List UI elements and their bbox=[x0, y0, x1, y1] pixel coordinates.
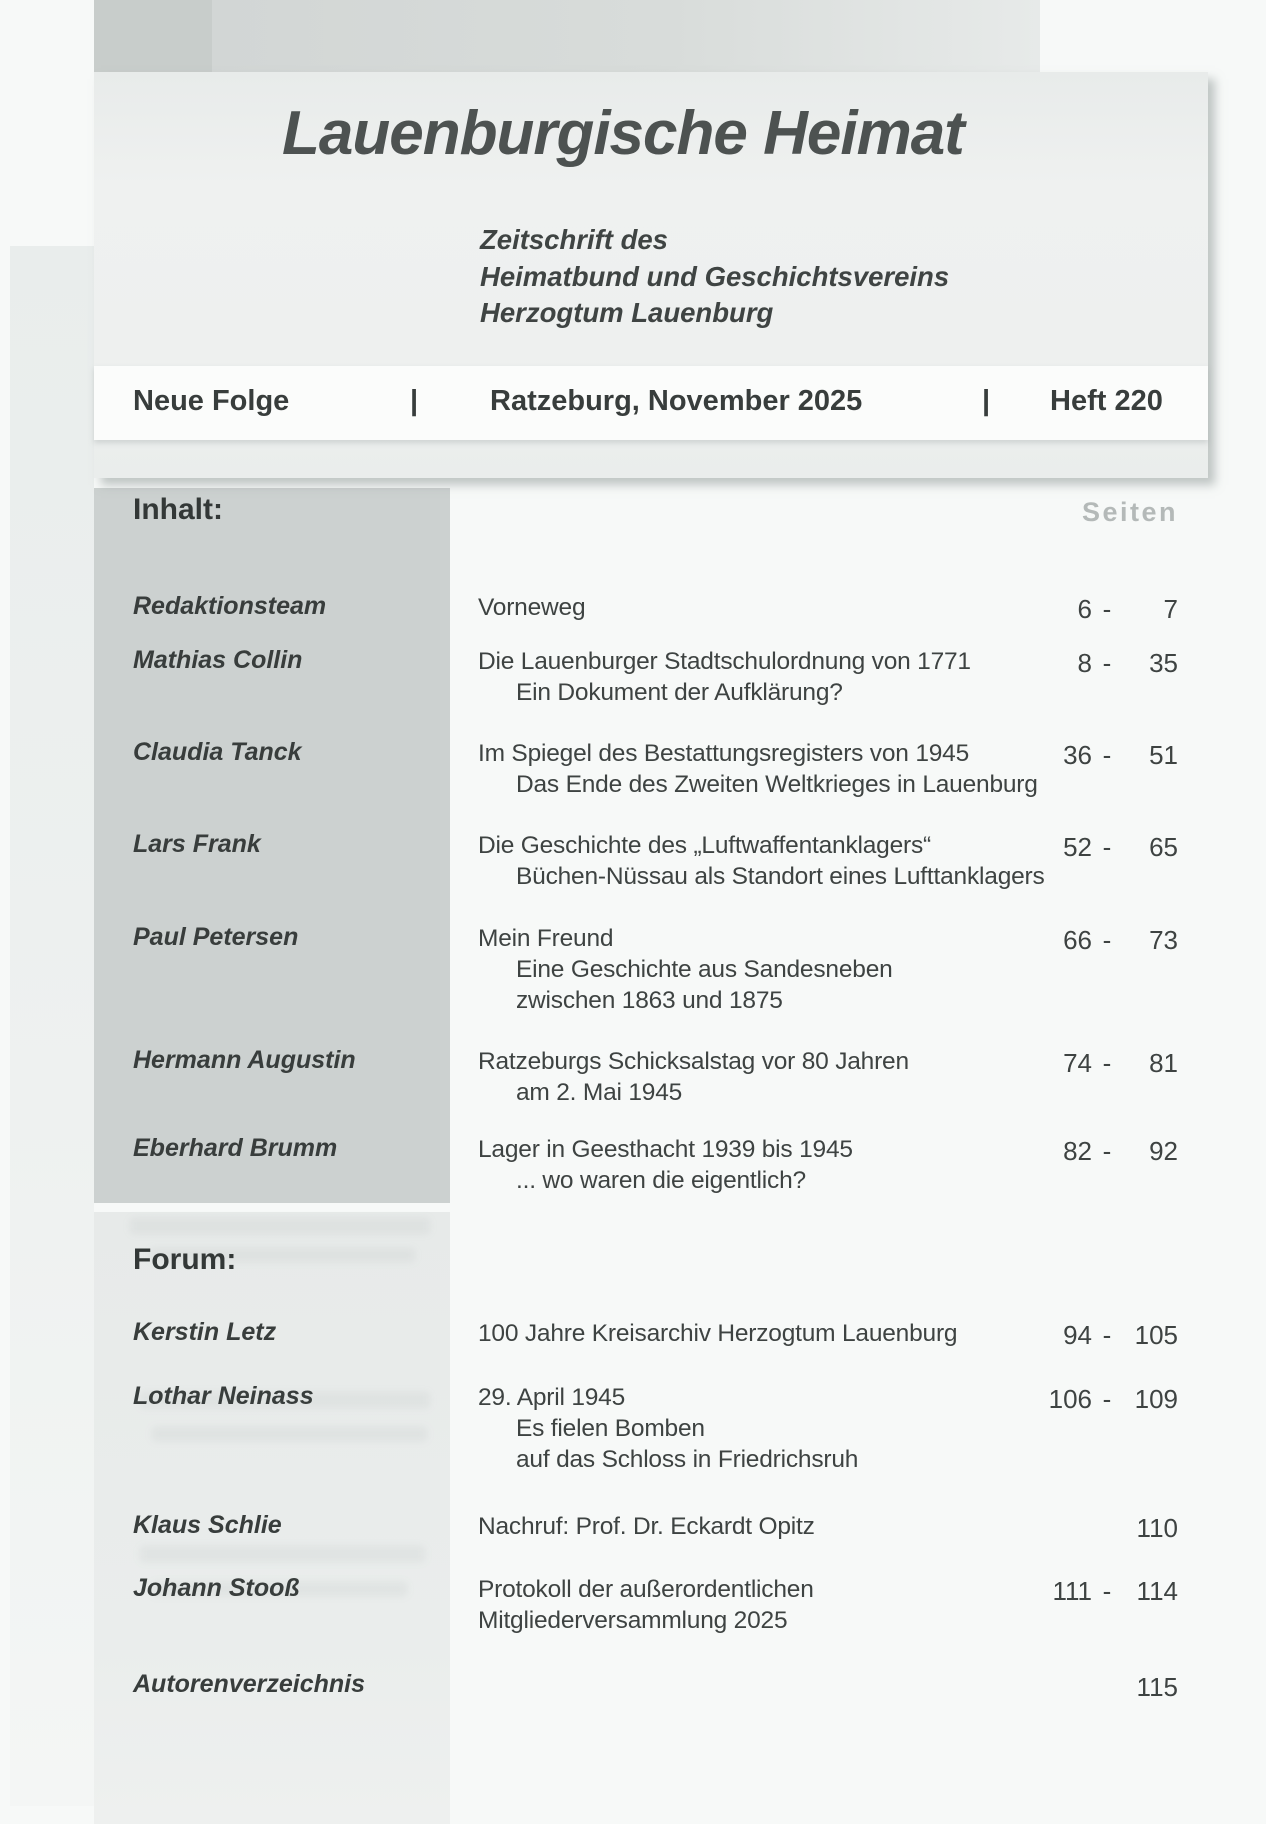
entry-pages bbox=[1020, 1672, 1178, 1703]
entry-title-line: am 2. Mai 1945 bbox=[516, 1079, 683, 1106]
page-end: 114 bbox=[1136, 1576, 1178, 1606]
page-start: 82 bbox=[1063, 1136, 1092, 1166]
page-separator: - bbox=[1102, 1048, 1112, 1078]
entry-title bbox=[478, 1318, 1098, 1349]
entry-author: Lars Frank bbox=[133, 830, 261, 858]
entry-title-line: Die Geschichte des „Luftwaffentanklagers“ bbox=[478, 832, 932, 859]
entry-title-line: ... wo waren die eigentlich? bbox=[516, 1167, 806, 1194]
entry-pages bbox=[1020, 594, 1178, 625]
entry-title-line: Die Lauenburger Stadtschulordnung von 1771 bbox=[478, 648, 971, 675]
page-end: 115 bbox=[1136, 1672, 1178, 1702]
scan-left-margin-shade bbox=[10, 246, 94, 1806]
page-end: 81 bbox=[1149, 1048, 1178, 1078]
page-separator: - bbox=[1102, 648, 1112, 678]
entry-title-line: Mitgliederversammlung 2025 bbox=[478, 1607, 788, 1634]
entry-author: Lothar Neinass bbox=[133, 1382, 314, 1410]
page-separator: - bbox=[1102, 1384, 1112, 1414]
entry-title-line: Das Ende des Zweiten Weltkrieges in Lauenburg bbox=[516, 771, 1038, 798]
entry-title-line: Eine Geschichte aus Sandesneben bbox=[516, 956, 893, 983]
page-start: 74 bbox=[1063, 1048, 1092, 1078]
page-end: 35 bbox=[1149, 648, 1178, 678]
entry-title bbox=[478, 830, 1098, 892]
entry-title-line: Es fielen Bomben bbox=[516, 1415, 705, 1442]
issue-number: Heft 220 bbox=[1050, 385, 1163, 417]
entry-pages bbox=[1020, 1320, 1178, 1351]
entry-author: Klaus Schlie bbox=[133, 1511, 282, 1539]
entry-pages bbox=[1020, 740, 1178, 771]
band-separator: | bbox=[982, 385, 991, 417]
entry-author: Autorenverzeichnis bbox=[133, 1670, 366, 1698]
entry-pages bbox=[1020, 1136, 1178, 1167]
pages-column-label: Seiten bbox=[1081, 497, 1178, 527]
page-start: 36 bbox=[1063, 740, 1092, 770]
page-start: 111 bbox=[1052, 1576, 1092, 1606]
entry-title-line: Protokoll der außerordentlichen bbox=[478, 1576, 814, 1603]
entry-title-line: Vorneweg bbox=[478, 594, 586, 621]
page-separator: - bbox=[1102, 1320, 1112, 1350]
journal-title: Lauenburgische Heimat bbox=[282, 99, 964, 168]
entry-title-line: Nachruf: Prof. Dr. Eckardt Opitz bbox=[478, 1513, 815, 1540]
page-separator: - bbox=[1102, 1136, 1112, 1166]
entry-author: Hermann Augustin bbox=[133, 1046, 356, 1074]
page-separator: - bbox=[1102, 832, 1112, 862]
page-start: 6 bbox=[1077, 594, 1092, 624]
entry-title bbox=[478, 1046, 1098, 1108]
page-separator: - bbox=[1102, 740, 1112, 770]
page-separator: - bbox=[1102, 594, 1112, 624]
entry-title-line: Ratzeburgs Schicksalstag vor 80 Jahren bbox=[478, 1048, 909, 1075]
entry-title-line: Mein Freund bbox=[478, 925, 614, 952]
band-separator: | bbox=[410, 385, 419, 417]
journal-subtitle-line: Zeitschrift des bbox=[480, 224, 668, 255]
entry-title bbox=[478, 646, 1098, 708]
entry-title-line: 29. April 1945 bbox=[478, 1384, 626, 1411]
page-end: 7 bbox=[1163, 594, 1178, 624]
page-start: 106 bbox=[1048, 1384, 1092, 1414]
journal-subtitle-line: Herzogtum Lauenburg bbox=[480, 297, 774, 328]
journal-subtitle-line: Heimatbund und Geschichtsvereins bbox=[480, 260, 950, 292]
entry-title-line: zwischen 1863 und 1875 bbox=[516, 987, 783, 1014]
entry-title bbox=[478, 1574, 1098, 1636]
entry-title-line: Ein Dokument der Aufklärung? bbox=[516, 679, 843, 706]
page-separator: - bbox=[1102, 1576, 1112, 1606]
entry-title bbox=[478, 923, 1098, 1016]
entry-author: Kerstin Letz bbox=[133, 1318, 277, 1346]
entry-pages bbox=[1020, 648, 1178, 679]
entry-pages bbox=[1020, 832, 1178, 863]
entry-pages bbox=[1020, 925, 1178, 956]
page-end: 65 bbox=[1149, 832, 1178, 862]
entry-pages bbox=[1020, 1048, 1178, 1079]
page-end: 92 bbox=[1149, 1136, 1178, 1166]
entry-title-line: Lager in Geesthacht 1939 bis 1945 bbox=[478, 1136, 853, 1163]
entry-pages bbox=[1020, 1513, 1178, 1544]
toc-heading: Inhalt: bbox=[133, 493, 223, 526]
journal-subtitle bbox=[480, 222, 949, 332]
entry-author: Paul Petersen bbox=[133, 923, 299, 951]
entry-title-line: auf das Schloss in Friedrichsruh bbox=[516, 1446, 859, 1473]
entry-title bbox=[478, 1382, 1098, 1475]
page-separator: - bbox=[1102, 925, 1112, 955]
page-start: 52 bbox=[1063, 832, 1092, 862]
page-end: 51 bbox=[1149, 740, 1178, 770]
entry-title-line: Büchen-Nüssau als Standort eines Lufttanklagers bbox=[516, 863, 1045, 890]
series-label: Neue Folge bbox=[133, 385, 290, 417]
page-end: 73 bbox=[1149, 925, 1178, 955]
issue-band bbox=[94, 366, 1208, 440]
entry-title-line: Im Spiegel des Bestattungsregisters von 1945 bbox=[478, 740, 970, 767]
entry-title-line: 100 Jahre Kreisarchiv Herzogtum Lauenburg bbox=[478, 1320, 958, 1347]
entry-author: Eberhard Brumm bbox=[133, 1134, 338, 1162]
page-start: 8 bbox=[1077, 648, 1092, 678]
forum-heading: Forum: bbox=[133, 1243, 237, 1276]
masthead-card bbox=[94, 72, 1208, 478]
entry-title bbox=[478, 592, 1098, 623]
entry-pages bbox=[1020, 1384, 1178, 1415]
entry-title bbox=[478, 1134, 1098, 1196]
entry-author: Mathias Collin bbox=[133, 646, 303, 674]
entry-author: Claudia Tanck bbox=[133, 738, 302, 766]
page-start: 66 bbox=[1063, 925, 1092, 955]
page-separator bbox=[1092, 1513, 1122, 1544]
entry-title bbox=[478, 738, 1098, 800]
page-end: 105 bbox=[1134, 1320, 1178, 1350]
issue-place-date: Ratzeburg, November 2025 bbox=[490, 385, 863, 417]
entry-author: Johann Stooß bbox=[133, 1574, 300, 1602]
page-start: 94 bbox=[1063, 1320, 1092, 1350]
entry-title bbox=[478, 1511, 1098, 1542]
page-end: 109 bbox=[1134, 1384, 1178, 1414]
page-end: 110 bbox=[1136, 1513, 1178, 1543]
page-start bbox=[1042, 1513, 1092, 1544]
entry-author: Redaktionsteam bbox=[133, 592, 327, 620]
entry-pages bbox=[1020, 1576, 1178, 1607]
